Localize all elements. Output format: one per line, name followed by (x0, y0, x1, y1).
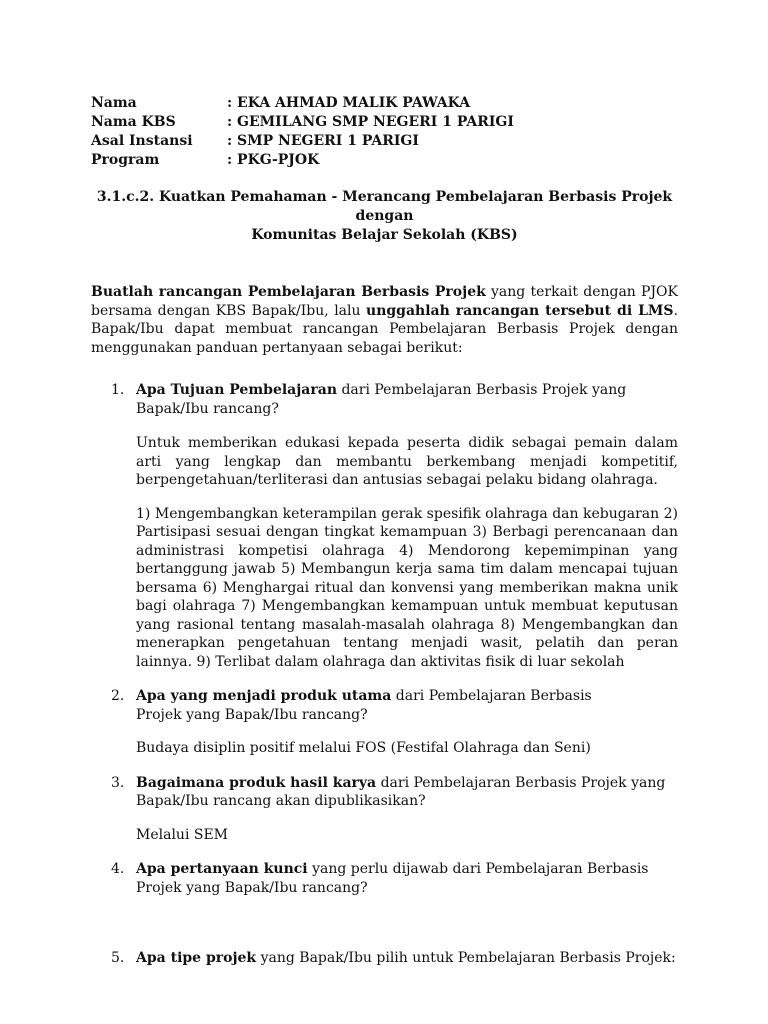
question-bold: Apa yang menjadi produk utama (136, 688, 392, 704)
identity-label: Asal Instansi (91, 133, 193, 149)
question-5 (91, 949, 678, 968)
question-text (136, 860, 678, 897)
question-text (136, 687, 678, 724)
question-2 (91, 687, 678, 758)
intro-text-1: yang terkait dengan PJOK bersama dengan KBS Bapak/Ibu, lalu (91, 284, 678, 319)
question-4 (91, 860, 678, 897)
question-rest: dari Pembelajaran Berbasis Projek yang Bapak/Ibu rancang? (136, 688, 592, 723)
question-number: 1. (111, 382, 125, 398)
question-rest: dari Pembelajaran Berbasis Projek yang Bapak/Ibu rancang akan dipublikasikan? (136, 774, 666, 809)
question-text (136, 949, 678, 968)
question-rest: dari Pembelajaran Berbasis Projek yang Bapak/Ibu rancang? (136, 382, 627, 417)
question-rest: yang perlu dijawab dari Pembelajaran Berbasis Projek yang Bapak/Ibu rancang? (136, 861, 649, 896)
intro-bold-2: unggahlah rancangan tersebut di LMS (366, 302, 674, 319)
question-bold: Bagaimana produk hasil karya (136, 774, 377, 791)
question-answer: Untuk memberikan edukasi kepada peserta didik sebagai pemain dalam arti yang lengkap dan membantu berkembang menjadi kompetitif, berpengetahuan/terliterasi dan antusias sebagai pelaku bidang olahraga. (136, 435, 678, 488)
question-number: 3. (111, 774, 125, 791)
question-answer: Melalui SEM (136, 826, 229, 843)
title-line-1: 3.1.c.2. Kuatkan Pemahaman - Merancang Pembelajaran Berbasis Projek dengan (96, 189, 673, 224)
question-bold: Apa tipe projek (136, 950, 257, 966)
question-bold: Apa Tujuan Pembelajaran (136, 382, 337, 398)
identity-row-program (91, 151, 514, 170)
identity-value: : GEMILANG SMP NEGERI 1 PARIGI (227, 114, 514, 130)
question-text (136, 381, 678, 418)
identity-table (91, 94, 514, 170)
identity-label: Nama KBS (91, 114, 176, 130)
identity-label: Nama (91, 95, 137, 111)
question-1 (91, 381, 678, 671)
question-number: 5. (111, 950, 125, 966)
identity-value: : PKG-PJOK (227, 152, 320, 168)
identity-value: : EKA AHMAD MALIK PAWAKA (227, 95, 471, 111)
intro-paragraph (91, 283, 678, 357)
title-line-2: Komunitas Belajar Sekolah (KBS) (251, 227, 518, 243)
question-number: 2. (111, 688, 125, 704)
identity-row-instansi (91, 132, 514, 151)
document-title (91, 188, 678, 245)
identity-label: Program (91, 152, 160, 168)
question-answer-list: 1) Mengembangkan keterampilan gerak spesifik olahraga dan kebugaran 2) Partisipasi sesuai dengan tingkat kemampuan 3) Berbagi perencanaan dan administrasi kompetisi olahraga 4) Mendorong kepemimpinan yang bertanggung jawab 5) Membangun kerja sama tim dalam mencapai tujuan bersama 6) Menghargai ritual dan konvensi yang memberikan makna unik bagi olahraga 7) Mengembangkan kemampuan untuk membuat keputusan yang rasional tentang masalah-masalah olahraga 8) Mengembangkan dan menerapkan pengetahuan tentang menjadi wasit, pelatih dan peran lainnya. 9) Terlibat dalam olahraga dan aktivitas fisik di luar sekolah (136, 505, 678, 670)
question-answer: Budaya disiplin positif melalui FOS (Festifal Olahraga dan Seni) (136, 740, 591, 756)
identity-value: : SMP NEGERI 1 PARIGI (227, 133, 419, 149)
intro-text-2: . Bapak/Ibu dapat membuat rancangan Pembelajaran Berbasis Projek dengan menggunakan panduan pertanyaan sebagai berikut: (91, 302, 678, 356)
question-bold: Apa pertanyaan kunci (136, 861, 308, 877)
document-page (91, 94, 678, 968)
identity-row-kbs (91, 113, 514, 132)
intro-bold-1: Buatlah rancangan Pembelajaran Berbasis Projek (91, 284, 486, 300)
question-number: 4. (111, 861, 125, 877)
question-text (136, 774, 678, 811)
identity-row-name (91, 94, 514, 113)
question-rest: yang Bapak/Ibu pilih untuk Pembelajaran Berbasis Projek: (256, 950, 676, 966)
question-3 (91, 774, 678, 845)
